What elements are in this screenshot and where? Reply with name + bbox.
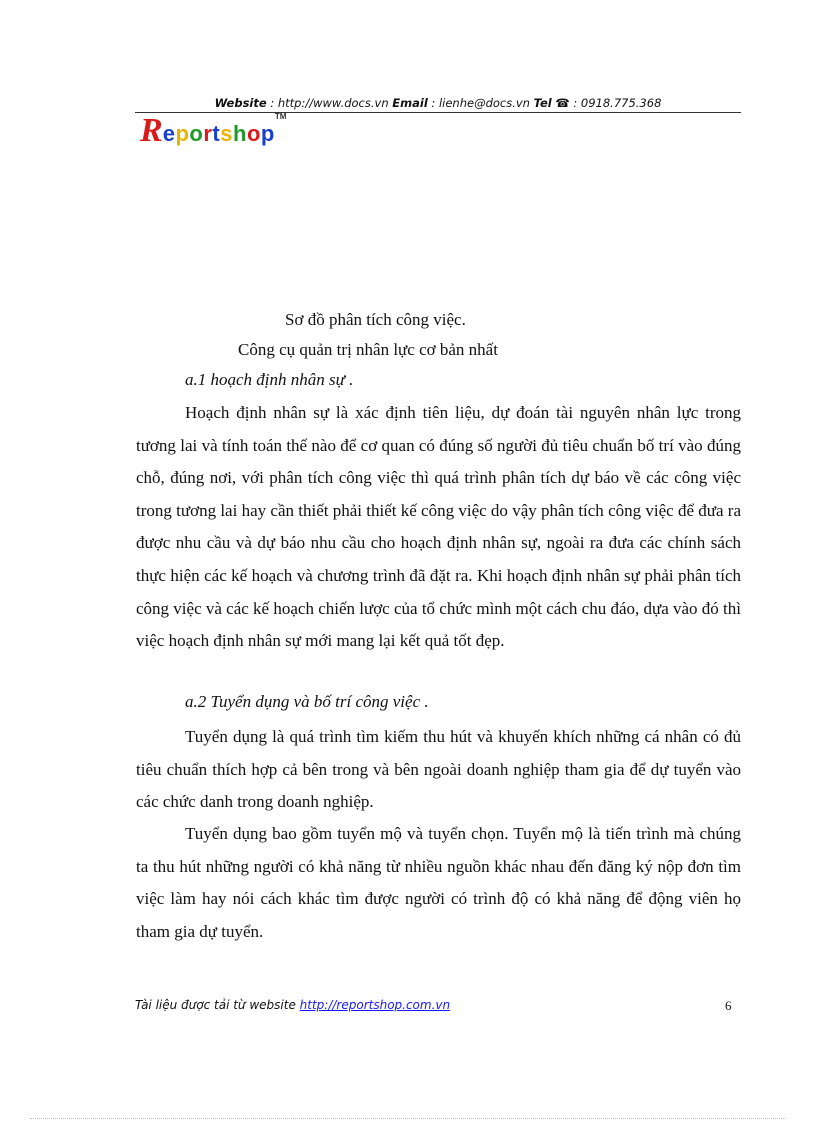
paragraph-a2-1: Tuyển dụng là quá trình tìm kiếm thu hút và khuyến khích những cá nhân có đủ tiêu chuẩn thích hợp cả bên trong và bên ngoài doanh nghiệp tham gia để dự tuyển vào các chức danh trong doanh nghiệp. xyxy=(136,727,741,812)
document-title: Sơ đồ phân tích công việc. xyxy=(285,310,466,329)
paragraph-a1-1: Hoạch định nhân sự là xác định tiên liệu, dự đoán tài nguyên nhân lực trong tương lai và tính toán thế nào để cơ quan có đúng số người đủ tiêu chuẩn bố trí vào đúng chỗ, đúng nơi, với phân tích công việc thì quá trình phân tích dự báo về các công việc trong tương lai hay cần thiết phải thiết kế công việc do vậy phân tích công việc để đưa ra được nhu cầu và dự báo nhu cầu cho hoạch định nhân sự, ngoài ra đưa các chính sách thực hiện các kế hoạch và chương trình đã đặt ra. Khi hoạch định nhân sự phải phân tích công việc và các kế hoạch chiến lược của tổ chức mình một cách chu đáo, dựa vào đó thì việc hoạch định nhân sự mới mang lại kết quả tốt đẹp. xyxy=(136,403,741,651)
section-heading-a2: a.2 Tuyển dụng và bố trí công việc . xyxy=(185,692,429,711)
website-value: : http://www.docs.vn xyxy=(266,96,393,110)
tel-label: Tel xyxy=(533,96,552,110)
section-heading-a1: a.1 hoạch định nhân sự . xyxy=(185,370,354,389)
logo-letter: o xyxy=(246,121,261,146)
logo-trademark: TM xyxy=(274,112,287,121)
email-value: : lienhe@docs.vn xyxy=(427,96,534,110)
footer-label: Tài liệu được tải từ website xyxy=(135,998,300,1012)
phone-icon: ☎ xyxy=(555,96,570,110)
logo-letter: h xyxy=(232,121,247,146)
header-contact-line xyxy=(135,96,741,110)
logo-wordmark xyxy=(163,121,275,146)
logo-letter: t xyxy=(212,121,221,146)
logo-initial: R xyxy=(140,112,163,149)
page-number: 6 xyxy=(725,998,732,1013)
page-bottom-border xyxy=(30,1118,786,1119)
document-subtitle: Công cụ quản trị nhân lực cơ bản nhất xyxy=(238,340,498,359)
email-label: Email xyxy=(392,96,428,110)
reportshop-logo xyxy=(140,112,287,149)
footer-source xyxy=(135,998,450,1012)
logo-letter: r xyxy=(203,121,213,146)
tel-value: : 0918.775.368 xyxy=(569,96,662,110)
logo-letter: p xyxy=(260,121,275,146)
logo-letter: s xyxy=(220,121,233,146)
logo-letter: o xyxy=(189,121,204,146)
footer-link[interactable]: http://reportshop.com.vn xyxy=(299,998,451,1012)
website-label: Website xyxy=(214,96,267,110)
logo-letter: p xyxy=(175,121,190,146)
paragraph-a2-2: Tuyển dụng bao gồm tuyển mộ và tuyển chọn. Tuyển mộ là tiến trình mà chúng ta thu hút những người có khả năng từ nhiều nguồn khác nhau đến đăng ký nộp đơn tìm việc làm hay nói cách khác tìm được người có trình độ có khả năng để động viên họ tham gia dự tuyển. xyxy=(136,824,741,941)
logo-letter: e xyxy=(162,121,176,146)
